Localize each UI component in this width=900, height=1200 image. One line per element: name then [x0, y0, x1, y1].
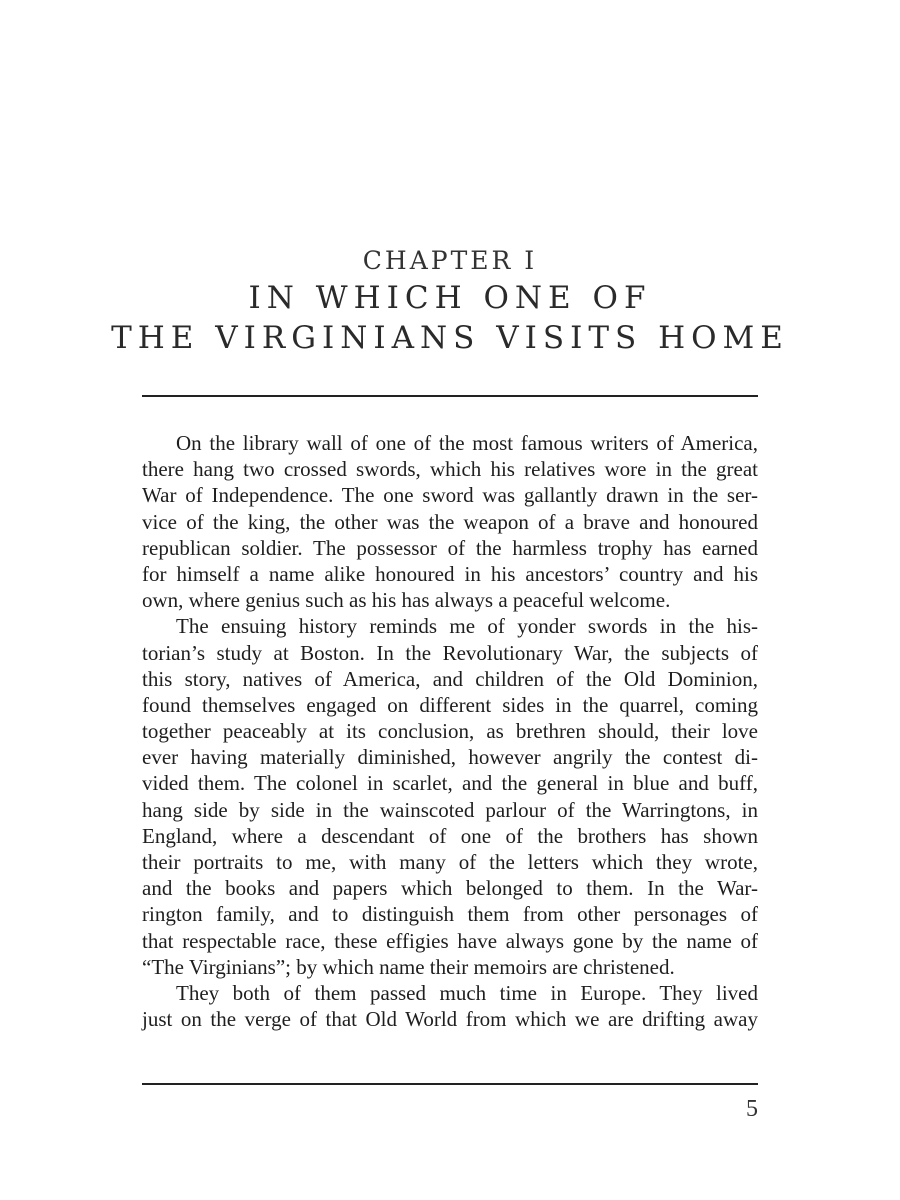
top-rule-divider: [142, 395, 758, 397]
paragraph-1-line: there hang two crossed swords, which his relatives wore in the great: [142, 457, 758, 482]
chapter-title-line-1: IN WHICH ONE OF: [248, 280, 652, 316]
paragraph-1-line: republican soldier. The possessor of the harmless trophy has earned: [142, 535, 758, 560]
body-text: [142, 430, 758, 1032]
paragraph-2-line: England, where a descendant of one of the brothers has shown: [142, 823, 758, 848]
paragraph-2-line: and the books and papers which belonged to them. In the War-: [142, 876, 758, 901]
paragraph-2-line: that respectable race, these effigies have always gone by the name of: [142, 928, 758, 953]
paragraph-2-line: “The Virginians”; by which name their memoirs are christened.: [142, 954, 675, 979]
paragraph-1-line: On the library wall of one of the most famous writers of America,: [176, 431, 758, 455]
paragraph-1-line: for himself a name alike honoured in his ancestors’ country and his: [142, 561, 758, 586]
paragraph-2-line: hang side by side in the wainscoted parlour of the Warringtons, in: [142, 797, 758, 822]
paragraph-2-line: torian’s study at Boston. In the Revolutionary War, the subjects of: [142, 640, 758, 665]
paragraph-2-line: their portraits to me, with many of the letters which they wrote,: [142, 850, 758, 874]
paragraph-2-line: this story, natives of America, and children of the Old Dominion,: [142, 666, 758, 691]
chapter-label: CHAPTER I: [362, 246, 538, 275]
paragraph-2-line: together peaceably at its conclusion, as brethren should, their love: [142, 719, 758, 744]
page-number: 5: [746, 1096, 758, 1122]
bottom-rule-divider: [142, 1083, 758, 1085]
paragraph-3-line: just on the verge of that Old World from which we are drifting away: [142, 1007, 758, 1032]
chapter-title: [0, 278, 900, 358]
paragraph-2-line: ever having materially diminished, however angrily the contest di-: [142, 745, 758, 770]
paragraph-2-line: vided them. The colonel in scarlet, and the general in blue and buff,: [142, 771, 758, 796]
paragraph-1-line: vice of the king, the other was the weapon of a brave and honoured: [142, 509, 758, 534]
paragraph-2-line: found themselves engaged on different sides in the quarrel, coming: [142, 692, 758, 717]
paragraph-2-line: The ensuing history reminds me of yonder swords in the his-: [176, 614, 758, 639]
paragraph-2-line: rington family, and to distinguish them from other personages of: [142, 902, 758, 927]
paragraph-1-line: own, where genius such as his has always a peaceful welcome.: [142, 588, 671, 613]
chapter-title-line-2: THE VIRGINIANS VISITS HOME: [111, 320, 789, 356]
paragraph-1-line: War of Independence. The one sword was gallantly drawn in the ser-: [142, 483, 758, 508]
paragraph-3-line: They both of them passed much time in Europe. They lived: [176, 980, 758, 1005]
